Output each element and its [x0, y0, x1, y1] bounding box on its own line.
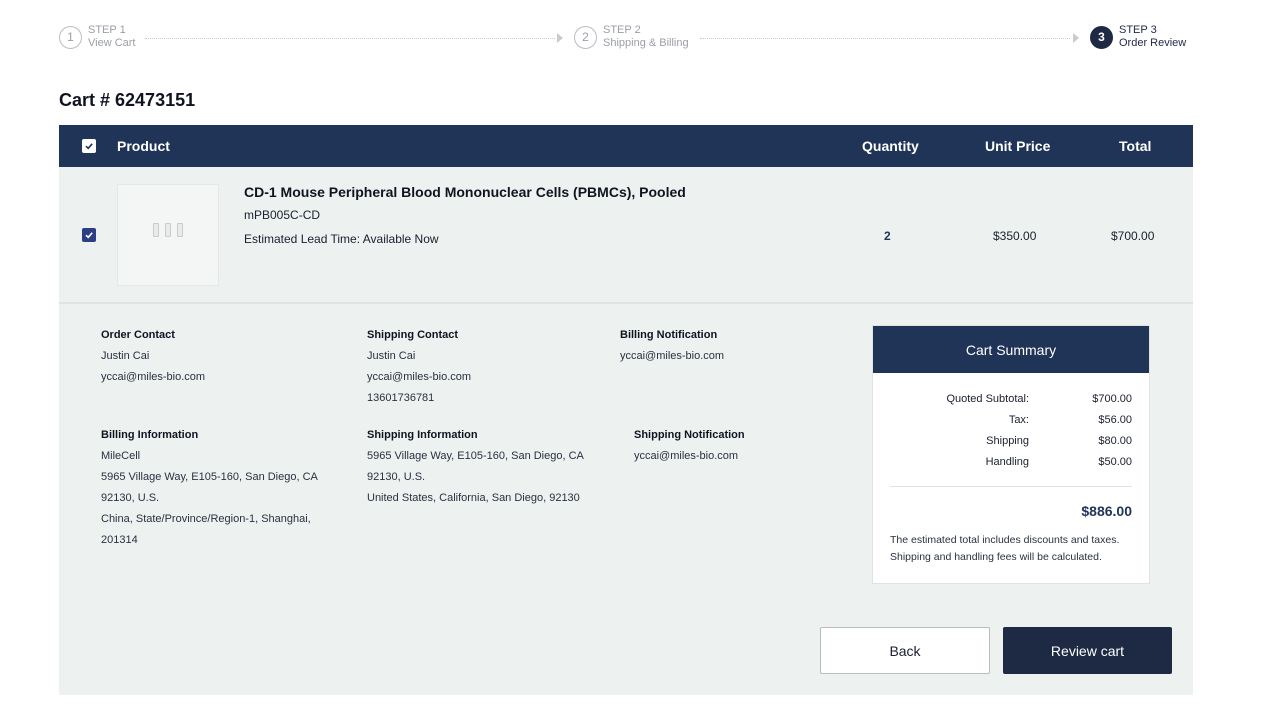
step-3-title: STEP 3 — [1119, 24, 1157, 36]
product-name[interactable]: CD-1 Mouse Peripheral Blood Mononuclear Cells (PBMCs), Pooled — [244, 184, 686, 200]
select-all-checkbox[interactable] — [82, 139, 96, 153]
shipping-notification-label: Shipping Notification — [634, 429, 745, 441]
column-header-total: Total — [1119, 138, 1152, 154]
summary-handling-label: Handling — [985, 456, 1029, 468]
product-image[interactable] — [117, 184, 219, 286]
step-1-number: 1 — [59, 26, 82, 49]
vial-icon — [177, 223, 183, 237]
arrow-right-icon — [1073, 33, 1079, 43]
step-1-label: View Cart — [88, 37, 136, 49]
shipping-contact — [367, 325, 471, 409]
shipping-address-line3: United States, California, San Diego, 92130 — [367, 492, 580, 504]
step-3-label: Order Review — [1119, 37, 1187, 49]
billing-address-line2: 92130, U.S. — [101, 492, 160, 504]
summary-subtotal-label: Quoted Subtotal: — [946, 393, 1029, 405]
step-3[interactable] — [1090, 24, 1186, 50]
order-contact-name: Justin Cai — [101, 350, 150, 362]
order-contact-email: yccai@miles-bio.com — [101, 371, 206, 383]
summary-total: $886.00 — [1081, 503, 1132, 519]
check-icon — [84, 230, 94, 240]
billing-address-line4: 201314 — [101, 534, 138, 546]
step-3-number: 3 — [1090, 26, 1113, 49]
step-connector — [700, 38, 1070, 39]
column-header-quantity: Quantity — [862, 138, 919, 154]
billing-company: MileCell — [101, 450, 141, 462]
vial-icon — [153, 223, 159, 237]
product-lead-time: Estimated Lead Time: Available Now — [244, 232, 439, 246]
review-cart-button[interactable]: Review cart — [1003, 627, 1172, 674]
step-2-number: 2 — [574, 26, 597, 49]
column-header-unit-price: Unit Price — [985, 138, 1051, 154]
billing-information — [101, 425, 318, 551]
product-quantity: 2 — [884, 229, 891, 243]
billing-address-line1: 5965 Village Way, E105-160, San Diego, CA — [101, 471, 318, 483]
shipping-information-label: Shipping Information — [367, 429, 478, 441]
summary-note: The estimated total includes discounts and taxes. Shipping and handling fees will be calculated. — [890, 534, 1120, 563]
order-contact-label: Order Contact — [101, 329, 175, 341]
vial-icon — [165, 223, 171, 237]
step-1[interactable] — [59, 24, 135, 50]
summary-shipping-value: $80.00 — [1098, 435, 1132, 447]
shipping-information — [367, 425, 584, 509]
billing-notification-label: Billing Notification — [620, 329, 718, 341]
summary-handling-value: $50.00 — [1098, 456, 1132, 468]
row-checkbox[interactable] — [82, 228, 96, 242]
shipping-notification-email: yccai@miles-bio.com — [634, 450, 739, 462]
step-2[interactable] — [574, 24, 689, 50]
step-connector — [145, 38, 555, 39]
product-total: $700.00 — [1111, 229, 1155, 243]
billing-notification-email: yccai@miles-bio.com — [620, 350, 725, 362]
billing-information-label: Billing Information — [101, 429, 199, 441]
shipping-contact-phone: 13601736781 — [367, 392, 435, 404]
cart-title: Cart # 62473151 — [59, 90, 196, 110]
arrow-right-icon — [557, 33, 563, 43]
cart-panel — [59, 125, 1193, 695]
column-header-product: Product — [117, 138, 170, 154]
row-divider — [59, 303, 1193, 304]
shipping-notification — [634, 425, 745, 467]
step-2-title: STEP 2 — [603, 24, 641, 36]
shipping-contact-name: Justin Cai — [367, 350, 416, 362]
summary-subtotal-value: $700.00 — [1092, 393, 1132, 405]
summary-divider — [890, 486, 1132, 487]
step-1-title: STEP 1 — [88, 24, 126, 36]
cart-summary-title: Cart Summary — [873, 326, 1149, 373]
cart-summary — [872, 325, 1150, 584]
order-contact — [101, 325, 205, 388]
shipping-address-line2: 92130, U.S. — [367, 471, 426, 483]
summary-tax-value: $56.00 — [1098, 414, 1132, 426]
back-button[interactable]: Back — [820, 627, 990, 674]
checkout-stepper — [0, 0, 1266, 60]
shipping-contact-email: yccai@miles-bio.com — [367, 371, 472, 383]
billing-notification — [620, 325, 724, 367]
product-sku: mPB005C-CD — [244, 208, 321, 222]
summary-tax-label: Tax: — [1008, 414, 1029, 426]
step-2-label: Shipping & Billing — [603, 37, 689, 49]
summary-shipping-label: Shipping — [986, 435, 1029, 447]
shipping-address-line1: 5965 Village Way, E105-160, San Diego, CA — [367, 450, 584, 462]
billing-address-line3: China, State/Province/Region-1, Shanghai, — [101, 513, 311, 525]
check-icon — [84, 141, 94, 151]
table-header — [59, 125, 1193, 167]
product-unit-price: $350.00 — [993, 229, 1037, 243]
shipping-contact-label: Shipping Contact — [367, 329, 459, 341]
